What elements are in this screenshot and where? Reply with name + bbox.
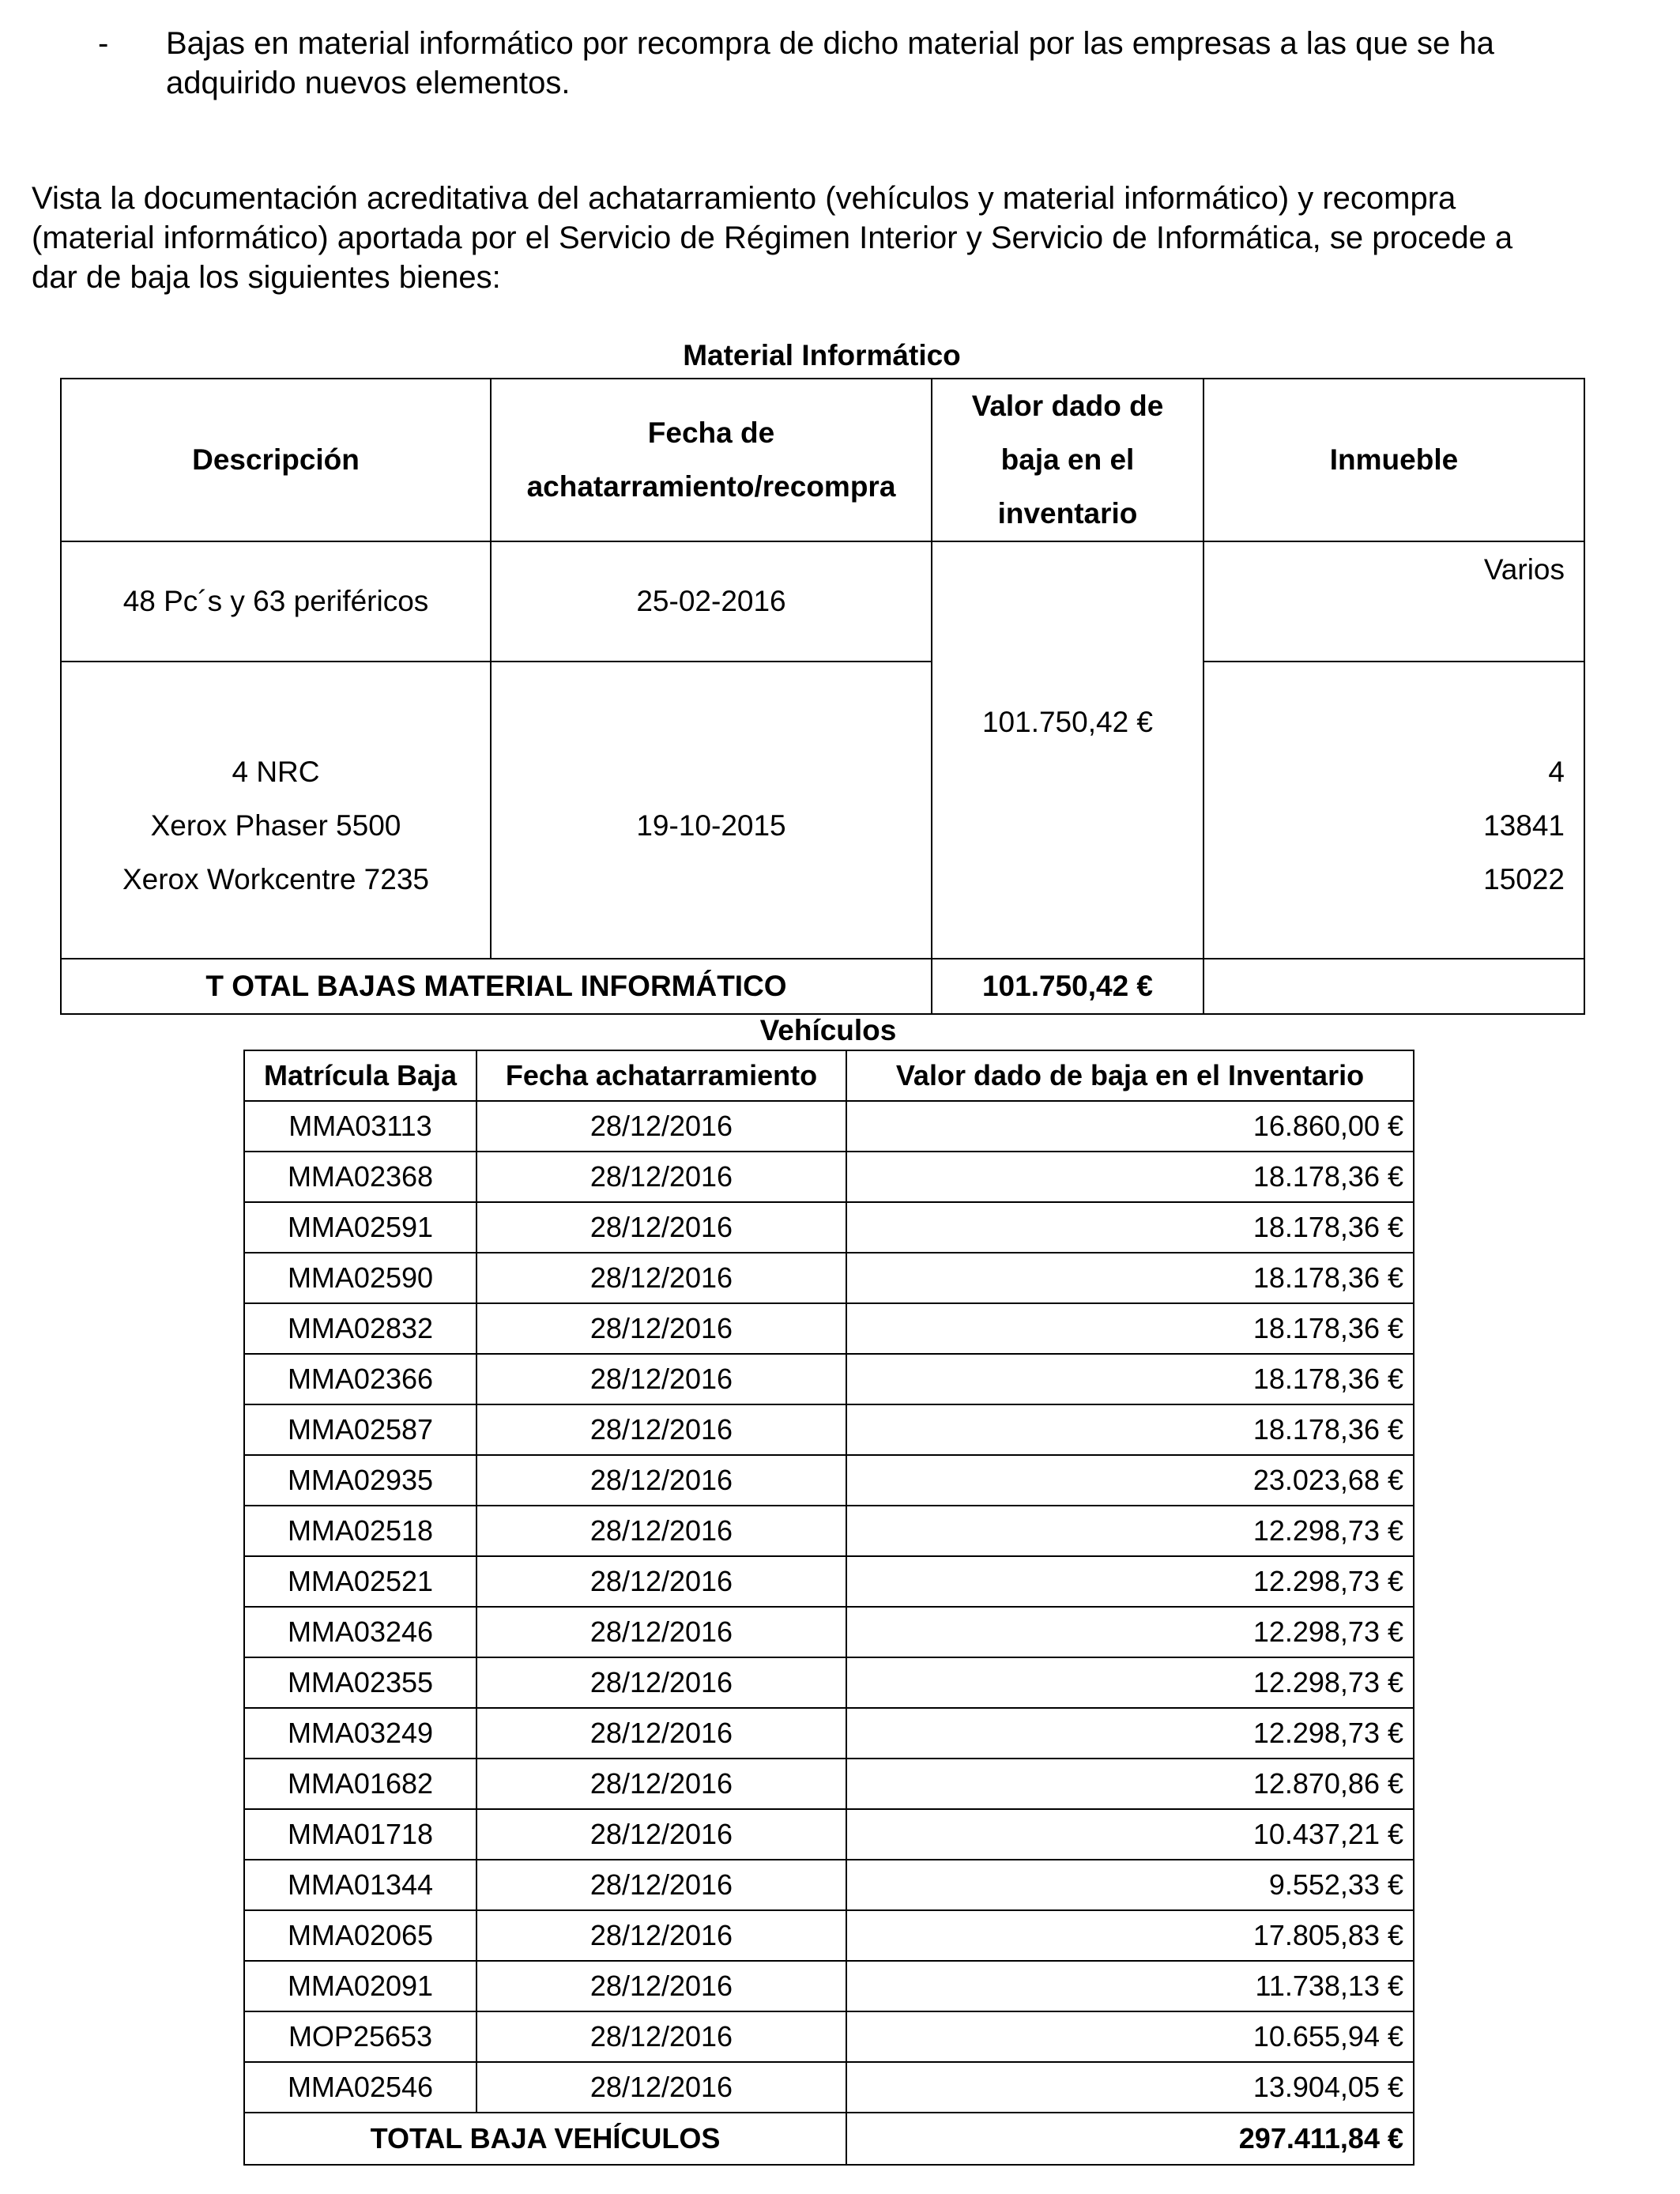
table-row bbox=[244, 1404, 1414, 1455]
cell-valor: 12.298,73 € bbox=[846, 1708, 1414, 1759]
table-row bbox=[244, 1506, 1414, 1556]
material-informatico-table bbox=[60, 378, 1585, 1015]
bullet-text bbox=[166, 24, 1620, 103]
paragraph-line: (material informático) aportada por el Servicio de Régimen Interior y Servicio de Informática, se procede a bbox=[32, 221, 1513, 255]
cell-fecha: 28/12/2016 bbox=[477, 1506, 846, 1556]
cell-fecha: 28/12/2016 bbox=[477, 1860, 846, 1910]
cell-valor: 16.860,00 € bbox=[846, 1101, 1414, 1152]
table-row bbox=[244, 2011, 1414, 2062]
table-row bbox=[61, 662, 1584, 959]
header-valor: Valor dado de baja en el Inventario bbox=[846, 1050, 1414, 1101]
total-label: TOTAL BAJA VEHÍCULOS bbox=[244, 2113, 846, 2165]
cell-matricula: MMA02368 bbox=[244, 1152, 477, 1202]
table-row bbox=[244, 1101, 1414, 1152]
cell-valor: 11.738,13 € bbox=[846, 1961, 1414, 2011]
cell-fecha: 28/12/2016 bbox=[477, 1607, 846, 1657]
cell-valor: 9.552,33 € bbox=[846, 1860, 1414, 1910]
cell-fecha: 28/12/2016 bbox=[477, 1404, 846, 1455]
cell-valor: 10.437,21 € bbox=[846, 1809, 1414, 1860]
cell-fecha: 28/12/2016 bbox=[477, 1556, 846, 1607]
header-fecha bbox=[491, 379, 932, 541]
cell-valor: 18.178,36 € bbox=[846, 1404, 1414, 1455]
cell-valor: 17.805,83 € bbox=[846, 1910, 1414, 1961]
cell-line: Xerox Phaser 5500 bbox=[150, 809, 401, 842]
cell-fecha: 28/12/2016 bbox=[477, 2011, 846, 2062]
table-row bbox=[244, 1303, 1414, 1354]
bullet-line: adquirido nuevos elementos. bbox=[166, 66, 571, 100]
cell-valor: 13.904,05 € bbox=[846, 2062, 1414, 2113]
vehiculos-table-body bbox=[244, 1101, 1414, 2113]
cell-inmueble: Varios bbox=[1203, 541, 1584, 662]
vehiculos-table bbox=[243, 1050, 1414, 2166]
cell-fecha: 28/12/2016 bbox=[477, 1708, 846, 1759]
cell-descripcion: 48 Pc´s y 63 periféricos bbox=[61, 541, 491, 662]
total-empty-cell bbox=[1203, 959, 1584, 1014]
cell-fecha: 28/12/2016 bbox=[477, 2062, 846, 2113]
table-header-row bbox=[61, 379, 1584, 541]
paragraph-line: dar de baja los siguientes bienes: bbox=[32, 260, 501, 295]
cell-matricula: MMA02366 bbox=[244, 1354, 477, 1404]
cell-fecha: 19-10-2015 bbox=[491, 662, 932, 959]
cell-line: 4 NRC bbox=[232, 756, 320, 788]
cell-valor: 12.298,73 € bbox=[846, 1506, 1414, 1556]
cell-fecha: 28/12/2016 bbox=[477, 1354, 846, 1404]
cell-fecha: 28/12/2016 bbox=[477, 1657, 846, 1708]
table-row bbox=[244, 1657, 1414, 1708]
bullet-marker: - bbox=[98, 26, 109, 61]
table-header-row bbox=[244, 1050, 1414, 1101]
cell-fecha: 28/12/2016 bbox=[477, 1455, 846, 1506]
cell-fecha: 28/12/2016 bbox=[477, 1253, 846, 1303]
header-line: achatarramiento/recompra bbox=[526, 470, 896, 503]
table-row bbox=[244, 1809, 1414, 1860]
cell-valor: 12.298,73 € bbox=[846, 1657, 1414, 1708]
cell-fecha: 28/12/2016 bbox=[477, 1809, 846, 1860]
cell-valor-merged: 101.750,42 € bbox=[932, 541, 1203, 959]
cell-matricula: MMA02521 bbox=[244, 1556, 477, 1607]
table-row bbox=[244, 1354, 1414, 1404]
vehiculos-table-caption: Vehículos bbox=[759, 1014, 897, 1046]
header-valor bbox=[932, 379, 1203, 541]
cell-matricula: MMA02091 bbox=[244, 1961, 477, 2011]
bullet-line: Bajas en material informático por recompra de dicho material por las empresas a las que se ha bbox=[166, 26, 1494, 61]
cell-matricula: MMA02518 bbox=[244, 1506, 477, 1556]
header-line: inventario bbox=[997, 497, 1138, 530]
cell-valor: 23.023,68 € bbox=[846, 1455, 1414, 1506]
table-row bbox=[61, 541, 1584, 662]
total-value: 101.750,42 € bbox=[932, 959, 1203, 1014]
cell-fecha: 28/12/2016 bbox=[477, 1101, 846, 1152]
cell-matricula: MMA02590 bbox=[244, 1253, 477, 1303]
material-table-caption: Material Informático bbox=[683, 339, 961, 371]
table-row bbox=[244, 1556, 1414, 1607]
cell-line: 15022 bbox=[1483, 863, 1565, 895]
cell-matricula: MMA01718 bbox=[244, 1809, 477, 1860]
cell-matricula: MMA02935 bbox=[244, 1455, 477, 1506]
header-line: Valor dado de bbox=[971, 390, 1164, 422]
cell-fecha: 28/12/2016 bbox=[477, 1759, 846, 1809]
table-row bbox=[244, 1607, 1414, 1657]
table-row bbox=[244, 1202, 1414, 1253]
cell-valor: 18.178,36 € bbox=[846, 1303, 1414, 1354]
cell-matricula: MMA02587 bbox=[244, 1404, 477, 1455]
cell-matricula: MMA02832 bbox=[244, 1303, 477, 1354]
cell-matricula: MMA02546 bbox=[244, 2062, 477, 2113]
header-inmueble: Inmueble bbox=[1203, 379, 1584, 541]
total-value: 297.411,84 € bbox=[846, 2113, 1414, 2165]
cell-inmueble bbox=[1203, 662, 1584, 959]
table-total-row bbox=[244, 2113, 1414, 2165]
cell-valor: 18.178,36 € bbox=[846, 1354, 1414, 1404]
cell-valor: 10.655,94 € bbox=[846, 2011, 1414, 2062]
cell-matricula: MMA03249 bbox=[244, 1708, 477, 1759]
total-label: T OTAL BAJAS MATERIAL INFORMÁTICO bbox=[61, 959, 932, 1014]
table-row bbox=[244, 1860, 1414, 1910]
cell-matricula: MMA03246 bbox=[244, 1607, 477, 1657]
cell-line: Xerox Workcentre 7235 bbox=[122, 863, 429, 895]
cell-matricula: MMA02065 bbox=[244, 1910, 477, 1961]
table-row bbox=[244, 2062, 1414, 2113]
paragraph-line: Vista la documentación acreditativa del achatarramiento (vehículos y material informático) y recompra bbox=[32, 181, 1456, 216]
table-row bbox=[244, 1708, 1414, 1759]
header-descripcion: Descripción bbox=[61, 379, 491, 541]
cell-line: 13841 bbox=[1483, 809, 1565, 842]
table-row bbox=[244, 1910, 1414, 1961]
table-row bbox=[244, 1253, 1414, 1303]
cell-valor: 18.178,36 € bbox=[846, 1253, 1414, 1303]
cell-matricula: MMA01682 bbox=[244, 1759, 477, 1809]
cell-valor: 12.298,73 € bbox=[846, 1607, 1414, 1657]
cell-matricula: MMA03113 bbox=[244, 1101, 477, 1152]
cell-valor: 18.178,36 € bbox=[846, 1152, 1414, 1202]
cell-matricula: MMA02591 bbox=[244, 1202, 477, 1253]
header-matricula: Matrícula Baja bbox=[244, 1050, 477, 1101]
table-row bbox=[244, 1152, 1414, 1202]
cell-fecha: 28/12/2016 bbox=[477, 1202, 846, 1253]
header-line: Fecha de bbox=[647, 417, 775, 449]
cell-valor: 18.178,36 € bbox=[846, 1202, 1414, 1253]
cell-descripcion bbox=[61, 662, 491, 959]
table-row bbox=[244, 1961, 1414, 2011]
table-row bbox=[244, 1455, 1414, 1506]
table-row bbox=[244, 1759, 1414, 1809]
cell-matricula: MOP25653 bbox=[244, 2011, 477, 2062]
cell-valor: 12.870,86 € bbox=[846, 1759, 1414, 1809]
cell-fecha: 28/12/2016 bbox=[477, 1303, 846, 1354]
cell-fecha: 28/12/2016 bbox=[477, 1910, 846, 1961]
header-line: baja en el bbox=[1000, 443, 1135, 476]
cell-line: 4 bbox=[1548, 756, 1565, 788]
cell-fecha: 25-02-2016 bbox=[491, 541, 932, 662]
cell-fecha: 28/12/2016 bbox=[477, 1152, 846, 1202]
header-fecha: Fecha achatarramiento bbox=[477, 1050, 846, 1101]
cell-valor: 12.298,73 € bbox=[846, 1556, 1414, 1607]
table-total-row bbox=[61, 959, 1584, 1014]
cell-fecha: 28/12/2016 bbox=[477, 1961, 846, 2011]
intro-paragraph bbox=[32, 179, 1652, 297]
cell-matricula: MMA02355 bbox=[244, 1657, 477, 1708]
cell-matricula: MMA01344 bbox=[244, 1860, 477, 1910]
